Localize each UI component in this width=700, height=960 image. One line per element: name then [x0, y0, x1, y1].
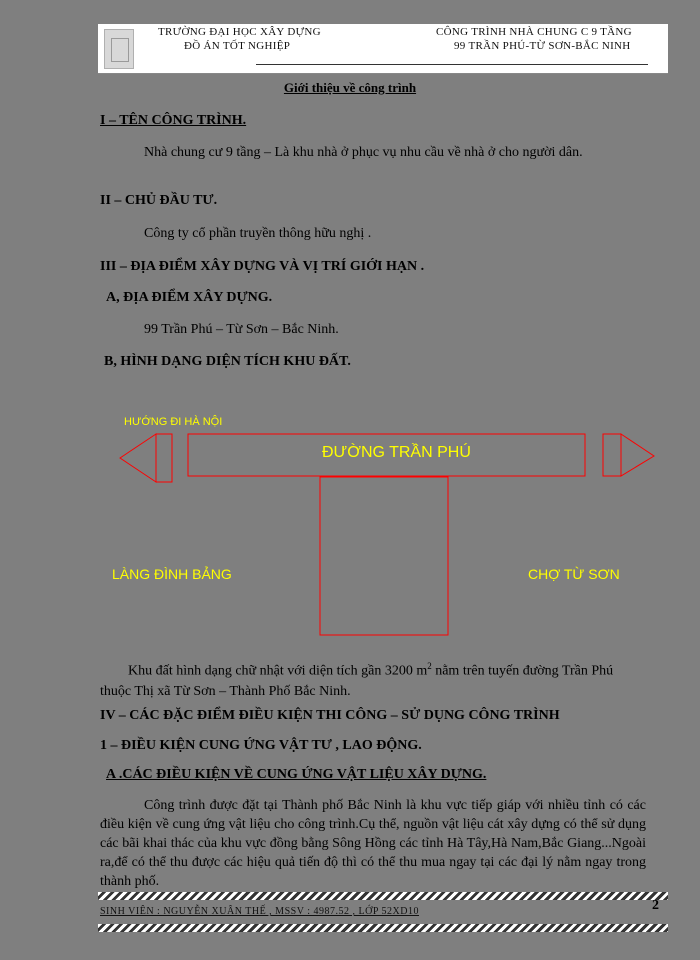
section-1-text: Nhà chung cư 9 tầng – Là khu nhà ở phục vụ nhu cầu về nhà ở cho người dân. — [144, 145, 583, 160]
header-thesis: ĐỒ ÁN TỐT NGHIỆP — [184, 40, 291, 52]
arrow-left-tail — [156, 434, 172, 482]
header-school: TRƯỜNG ĐẠI HỌC XÂY DỰNG — [158, 26, 321, 38]
header-divider — [256, 64, 648, 65]
section-3b-heading: B, HÌNH DẠNG DIỆN TÍCH KHU ĐẤT. — [104, 354, 351, 369]
arrow-left-shape — [120, 434, 156, 482]
section-3-heading: III – ĐỊA ĐIỂM XÂY DỰNG VÀ VỊ TRÍ GIỚI HẠN . — [100, 259, 425, 274]
area-superscript: 2 — [427, 661, 432, 671]
land-plot — [320, 477, 448, 635]
area-text-1: Khu đất hình dạng chữ nhật với diện tích gần 3200 m — [128, 663, 428, 679]
section-4-heading: IV – CÁC ĐẶC ĐIỂM ĐIỀU KIỆN THI CÔNG – SỬ DỤNG CÔNG TRÌNH — [100, 708, 560, 723]
footer-student-info: SINH VIÊN : NGUYỄN XUÂN THẾ , MSSV : 4987.52 , LỚP 52XD10 — [100, 906, 419, 917]
header-project: CÔNG TRÌNH NHÀ CHUNG C 9 TẦNG — [436, 26, 632, 38]
section-2-text: Công ty cổ phần truyền thông hữu nghị . — [144, 226, 372, 241]
header-address: 99 TRẦN PHÚ-TỪ SƠN-BẮC NINH — [454, 40, 631, 52]
site-diagram-svg — [0, 400, 700, 645]
section-4-1a-text: Công trình được đặt tại Thành phố Bắc Ninh là khu vực tiếp giáp với nhiều tỉnh có các điều kiện về cung ứng vật liệu cho công trình.Cụ thể, nguồn vật liệu cát xây dựng có thể sử dụng các bãi khai thác của khu vực đồng bằng Sông Hồng các tỉnh Hà Tây,Hà Nam,Bắc Giang...Ngoài ra,để có thể thu được các hiệu quả tiến độ thì có thể thu mua ngay tại các đại lý nằm ngay trong thành phố. — [100, 798, 646, 889]
direction-label: HƯỚNG ĐI HÀ NỘI — [124, 416, 223, 428]
section-3a-heading: A, ĐỊA ĐIỂM XÂY DỰNG. — [106, 290, 273, 305]
section-4-1-heading: 1 – ĐIỀU KIỆN CUNG ỨNG VẬT TƯ , LAO ĐỘNG. — [100, 738, 422, 753]
page-header — [98, 24, 668, 74]
page-number: 2 — [652, 898, 659, 913]
university-logo — [104, 29, 134, 69]
section-1-heading: I – TÊN CÔNG TRÌNH. — [100, 113, 247, 128]
section-3a-text: 99 Trần Phú – Từ Sơn – Bắc Ninh. — [144, 322, 339, 337]
section-4-1a-heading: A .CÁC ĐIỀU KIỆN VỀ CUNG ỨNG VẬT LIỆU XÂY DỰNG. — [106, 767, 487, 782]
footer-bottom-band — [98, 924, 668, 932]
logo-emblem — [111, 38, 129, 62]
road-label: ĐƯỜNG TRẦN PHÚ — [322, 444, 471, 461]
area-paragraph — [100, 656, 646, 702]
arrow-right-tail — [603, 434, 621, 476]
arrow-right-shape — [621, 434, 654, 476]
footer-divider — [98, 892, 668, 900]
area-text-2: nằm trên tuyến đường Trần Phú thuộc Thị xã Từ Sơn – Thành Phố Bắc Ninh. — [100, 663, 614, 699]
page-title: Giới thiệu về công trình — [283, 80, 417, 95]
left-place-label: LÀNG ĐÌNH BẢNG — [112, 566, 232, 582]
site-diagram — [0, 400, 700, 645]
right-place-label: CHỢ TỪ SƠN — [528, 566, 620, 582]
section-2-heading: II – CHỦ ĐẦU TƯ. — [100, 193, 218, 208]
